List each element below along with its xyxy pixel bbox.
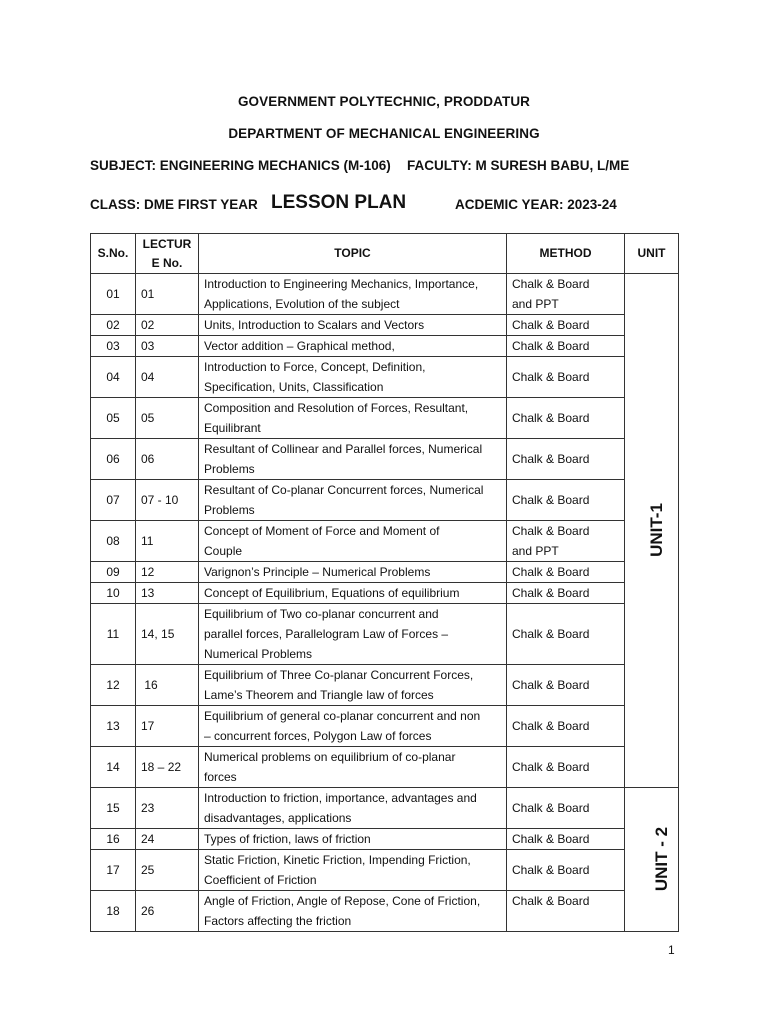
method-line: Chalk & Board bbox=[512, 452, 590, 466]
topic-line: Varignon’s Principle – Numerical Problems bbox=[204, 565, 431, 579]
method-cell bbox=[507, 521, 625, 562]
topic-line: Lame’s Theorem and Triangle law of forces bbox=[204, 688, 434, 702]
lesson-plan-table bbox=[90, 233, 679, 932]
table-row bbox=[91, 604, 679, 665]
sno-cell: 18 bbox=[91, 891, 136, 932]
method-line: Chalk & Board bbox=[512, 565, 590, 579]
topic-cell bbox=[199, 398, 507, 439]
table-row bbox=[91, 788, 679, 829]
topic-cell bbox=[199, 747, 507, 788]
topic-cell bbox=[199, 521, 507, 562]
topic-line: Vector addition – Graphical method, bbox=[204, 339, 395, 353]
topic-line: – concurrent forces, Polygon Law of forces bbox=[204, 729, 432, 743]
topic-line: Numerical Problems bbox=[204, 647, 313, 661]
academic-year-line: ACDEMIC YEAR: 2023-24 bbox=[455, 197, 617, 212]
table-row bbox=[91, 521, 679, 562]
sno-cell: 02 bbox=[91, 315, 136, 336]
unit-cell bbox=[625, 274, 679, 788]
method-cell bbox=[507, 562, 625, 583]
method-cell bbox=[507, 891, 625, 932]
topic-cell bbox=[199, 315, 507, 336]
topic-cell bbox=[199, 604, 507, 665]
method-line: Chalk & Board bbox=[512, 370, 590, 384]
topic-line: Types of friction, laws of friction bbox=[204, 832, 371, 846]
class-line: CLASS: DME FIRST YEAR bbox=[90, 197, 258, 212]
column-header-topic: TOPIC bbox=[199, 234, 507, 274]
lecture-cell: 05 bbox=[136, 398, 199, 439]
method-cell bbox=[507, 336, 625, 357]
sno-cell: 11 bbox=[91, 604, 136, 665]
topic-line: Applications, Evolution of the subject bbox=[204, 297, 400, 311]
topic-line: Introduction to Force, Concept, Definition, bbox=[204, 360, 426, 374]
topic-line: Concept of Moment of Force and Moment of bbox=[204, 524, 440, 538]
table-row bbox=[91, 336, 679, 357]
table-row bbox=[91, 274, 679, 315]
sno-cell: 13 bbox=[91, 706, 136, 747]
topic-line: Equilibrium of Two co-planar concurrent and bbox=[204, 607, 439, 621]
table-row bbox=[91, 357, 679, 398]
lecture-cell: 17 bbox=[136, 706, 199, 747]
method-cell bbox=[507, 850, 625, 891]
method-line: Chalk & Board bbox=[512, 801, 590, 815]
topic-line: Coefficient of Friction bbox=[204, 873, 317, 887]
sno-cell: 10 bbox=[91, 583, 136, 604]
lecture-cell: 06 bbox=[136, 439, 199, 480]
topic-line: Angle of Friction, Angle of Repose, Cone of Friction, bbox=[204, 894, 481, 908]
method-cell bbox=[507, 480, 625, 521]
topic-line: Factors affecting the friction bbox=[204, 914, 352, 928]
topic-cell bbox=[199, 850, 507, 891]
topic-line: Concept of Equilibrium, Equations of equilibrium bbox=[204, 586, 460, 600]
lecture-cell: 03 bbox=[136, 336, 199, 357]
method-line: and PPT bbox=[512, 544, 559, 558]
page-number: 1 bbox=[668, 943, 675, 957]
sno-cell: 17 bbox=[91, 850, 136, 891]
sno-cell: 05 bbox=[91, 398, 136, 439]
sno-cell: 01 bbox=[91, 274, 136, 315]
table-row bbox=[91, 315, 679, 336]
method-line: Chalk & Board bbox=[512, 832, 590, 846]
table-row bbox=[91, 439, 679, 480]
topic-line: Composition and Resolution of Forces, Resultant, bbox=[204, 401, 469, 415]
method-line: Chalk & Board bbox=[512, 760, 590, 774]
lecture-cell: 16 bbox=[136, 665, 199, 706]
table-row bbox=[91, 398, 679, 439]
topic-line: Equilibrant bbox=[204, 421, 261, 435]
method-line: and PPT bbox=[512, 297, 559, 311]
topic-line: Resultant of Collinear and Parallel forces, Numerical bbox=[204, 442, 483, 456]
method-line: Chalk & Board bbox=[512, 493, 590, 507]
method-line: Chalk & Board bbox=[512, 894, 590, 908]
lecture-cell: 23 bbox=[136, 788, 199, 829]
lecture-cell: 12 bbox=[136, 562, 199, 583]
table-row bbox=[91, 480, 679, 521]
topic-cell bbox=[199, 357, 507, 398]
method-cell bbox=[507, 583, 625, 604]
method-line: Chalk & Board bbox=[512, 719, 590, 733]
method-line: Chalk & Board bbox=[512, 277, 590, 291]
column-header-unit: UNIT bbox=[625, 234, 679, 274]
table-row bbox=[91, 891, 679, 932]
method-cell bbox=[507, 439, 625, 480]
sno-cell: 14 bbox=[91, 747, 136, 788]
topic-cell bbox=[199, 562, 507, 583]
topic-cell bbox=[199, 274, 507, 315]
table-row bbox=[91, 706, 679, 747]
topic-line: Problems bbox=[204, 462, 255, 476]
method-cell bbox=[507, 604, 625, 665]
table-row bbox=[91, 562, 679, 583]
topic-line: Static Friction, Kinetic Friction, Impending Friction, bbox=[204, 853, 471, 867]
method-cell bbox=[507, 398, 625, 439]
unit-label: UNIT - 2 bbox=[652, 826, 672, 892]
lecture-cell: 14, 15 bbox=[136, 604, 199, 665]
method-cell bbox=[507, 747, 625, 788]
table-row bbox=[91, 829, 679, 850]
topic-cell bbox=[199, 665, 507, 706]
topic-line: Resultant of Co-planar Concurrent forces, Numerical bbox=[204, 483, 484, 497]
topic-cell bbox=[199, 480, 507, 521]
column-header-sno: S.No. bbox=[91, 234, 136, 274]
sno-cell: 04 bbox=[91, 357, 136, 398]
topic-line: parallel forces, Parallelogram Law of Forces – bbox=[204, 627, 449, 641]
method-line: Chalk & Board bbox=[512, 586, 590, 600]
method-cell bbox=[507, 829, 625, 850]
unit-cell bbox=[625, 788, 679, 932]
table-row bbox=[91, 850, 679, 891]
topic-line: Introduction to Engineering Mechanics, Importance, bbox=[204, 277, 479, 291]
topic-line: disadvantages, applications bbox=[204, 811, 352, 825]
table-row bbox=[91, 583, 679, 604]
method-line: Chalk & Board bbox=[512, 411, 590, 425]
faculty-line: FACULTY: M SURESH BABU, L/ME bbox=[407, 158, 630, 173]
sno-cell: 16 bbox=[91, 829, 136, 850]
lecture-cell: 13 bbox=[136, 583, 199, 604]
table-header-row bbox=[91, 234, 679, 274]
method-line: Chalk & Board bbox=[512, 318, 590, 332]
column-header-method: METHOD bbox=[507, 234, 625, 274]
topic-line: Couple bbox=[204, 544, 243, 558]
topic-cell bbox=[199, 583, 507, 604]
sno-cell: 15 bbox=[91, 788, 136, 829]
lecture-cell: 26 bbox=[136, 891, 199, 932]
topic-cell bbox=[199, 891, 507, 932]
method-cell bbox=[507, 274, 625, 315]
method-line: Chalk & Board bbox=[512, 524, 590, 538]
lecture-cell: 25 bbox=[136, 850, 199, 891]
table-row bbox=[91, 665, 679, 706]
sno-cell: 07 bbox=[91, 480, 136, 521]
topic-cell bbox=[199, 439, 507, 480]
column-header-lecture-line2: E No. bbox=[151, 255, 183, 270]
method-cell bbox=[507, 706, 625, 747]
topic-line: Units, Introduction to Scalars and Vectors bbox=[204, 318, 425, 332]
method-cell bbox=[507, 357, 625, 398]
topic-line: Equilibrium of Three Co-planar Concurrent Forces, bbox=[204, 668, 474, 682]
method-cell bbox=[507, 788, 625, 829]
sno-cell: 12 bbox=[91, 665, 136, 706]
method-cell bbox=[507, 315, 625, 336]
topic-line: forces bbox=[204, 770, 237, 784]
table-body bbox=[91, 274, 679, 932]
department-heading: DEPARTMENT OF MECHANICAL ENGINEERING bbox=[228, 126, 540, 141]
topic-line: Numerical problems on equilibrium of co-planar bbox=[204, 750, 456, 764]
topic-cell bbox=[199, 829, 507, 850]
lecture-cell: 11 bbox=[136, 521, 199, 562]
topic-cell bbox=[199, 336, 507, 357]
unit-label: UNIT-1 bbox=[646, 503, 666, 557]
lecture-cell: 04 bbox=[136, 357, 199, 398]
sno-cell: 08 bbox=[91, 521, 136, 562]
method-line: Chalk & Board bbox=[512, 339, 590, 353]
topic-line: Problems bbox=[204, 503, 255, 517]
topic-line: Equilibrium of general co-planar concurrent and non bbox=[204, 709, 481, 723]
topic-line: Introduction to friction, importance, advantages and bbox=[204, 791, 477, 805]
method-line: Chalk & Board bbox=[512, 678, 590, 692]
subject-line: SUBJECT: ENGINEERING MECHANICS (M-106) bbox=[90, 158, 391, 173]
method-cell bbox=[507, 665, 625, 706]
institution-heading: GOVERNMENT POLYTECHNIC, PRODDATUR bbox=[237, 94, 531, 109]
table-row bbox=[91, 747, 679, 788]
lecture-cell: 24 bbox=[136, 829, 199, 850]
column-header-lecture bbox=[136, 234, 199, 274]
topic-line: Specification, Units, Classification bbox=[204, 380, 384, 394]
method-line: Chalk & Board bbox=[512, 863, 590, 877]
lecture-cell: 02 bbox=[136, 315, 199, 336]
column-header-lecture-line1: LECTUR bbox=[142, 236, 192, 251]
sno-cell: 03 bbox=[91, 336, 136, 357]
lecture-cell: 01 bbox=[136, 274, 199, 315]
method-line: Chalk & Board bbox=[512, 627, 590, 641]
topic-cell bbox=[199, 706, 507, 747]
sno-cell: 06 bbox=[91, 439, 136, 480]
document-title: LESSON PLAN bbox=[271, 192, 407, 213]
lecture-cell: 18 – 22 bbox=[136, 747, 199, 788]
lecture-cell: 07 - 10 bbox=[136, 480, 199, 521]
sno-cell: 09 bbox=[91, 562, 136, 583]
topic-cell bbox=[199, 788, 507, 829]
